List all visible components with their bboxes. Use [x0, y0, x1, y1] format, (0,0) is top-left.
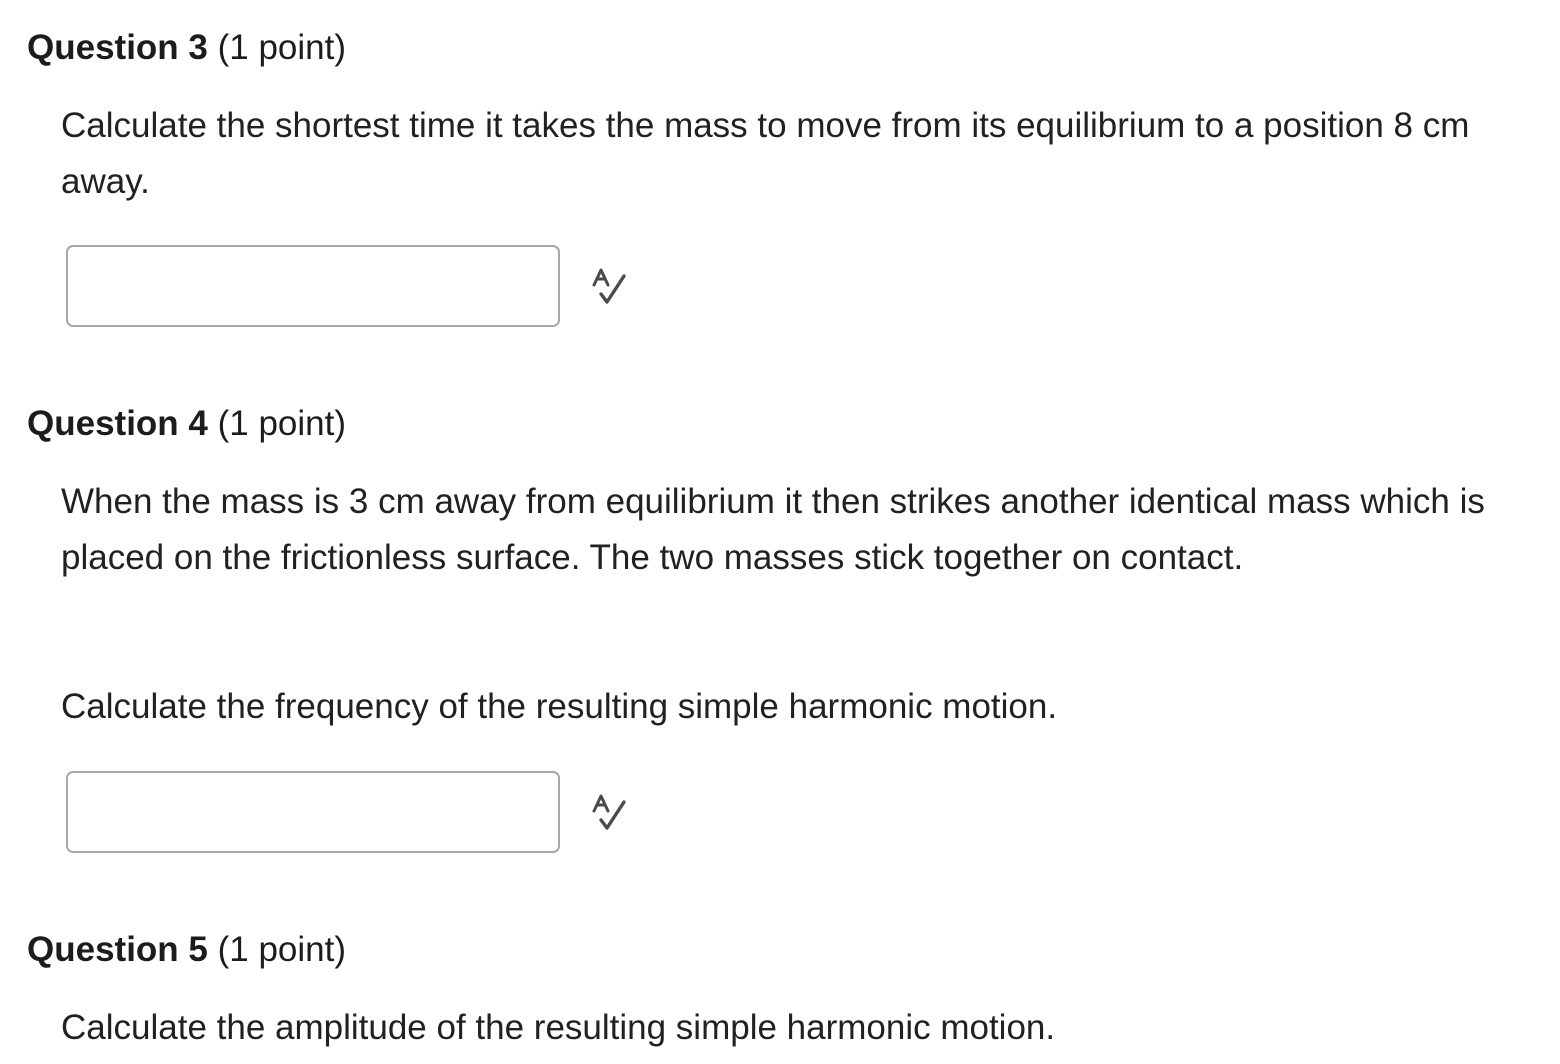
question-title: Question 4 [27, 404, 208, 443]
question-4-prompt: When the mass is 3 cm away from equilibrium it then strikes another identical mass which is placed on the frictionless surface. The two masses stick together on contact. [61, 482, 1485, 577]
question-title: Question 5 [27, 930, 208, 969]
question-title: Question 3 [27, 28, 208, 67]
question-points: (1 point) [217, 930, 347, 969]
question-5-heading [27, 928, 346, 972]
question-points: (1 point) [217, 404, 347, 443]
question-5-prompt: Calculate the amplitude of the resulting simple harmonic motion. [61, 1008, 1056, 1047]
question-points: (1 point) [217, 28, 347, 67]
spellcheck-icon[interactable] [588, 266, 630, 308]
question-3-prompt: Calculate the shortest time it takes the mass to move from its equilibrium to a position 8 cm away. [61, 106, 1470, 201]
question-3-heading [27, 26, 346, 70]
question-4-heading [27, 402, 346, 446]
question-3-answer-input[interactable] [66, 245, 560, 327]
spellcheck-icon[interactable] [588, 792, 630, 834]
question-4-instruction: Calculate the frequency of the resulting simple harmonic motion. [61, 687, 1058, 726]
question-4-answer-input[interactable] [66, 771, 560, 853]
